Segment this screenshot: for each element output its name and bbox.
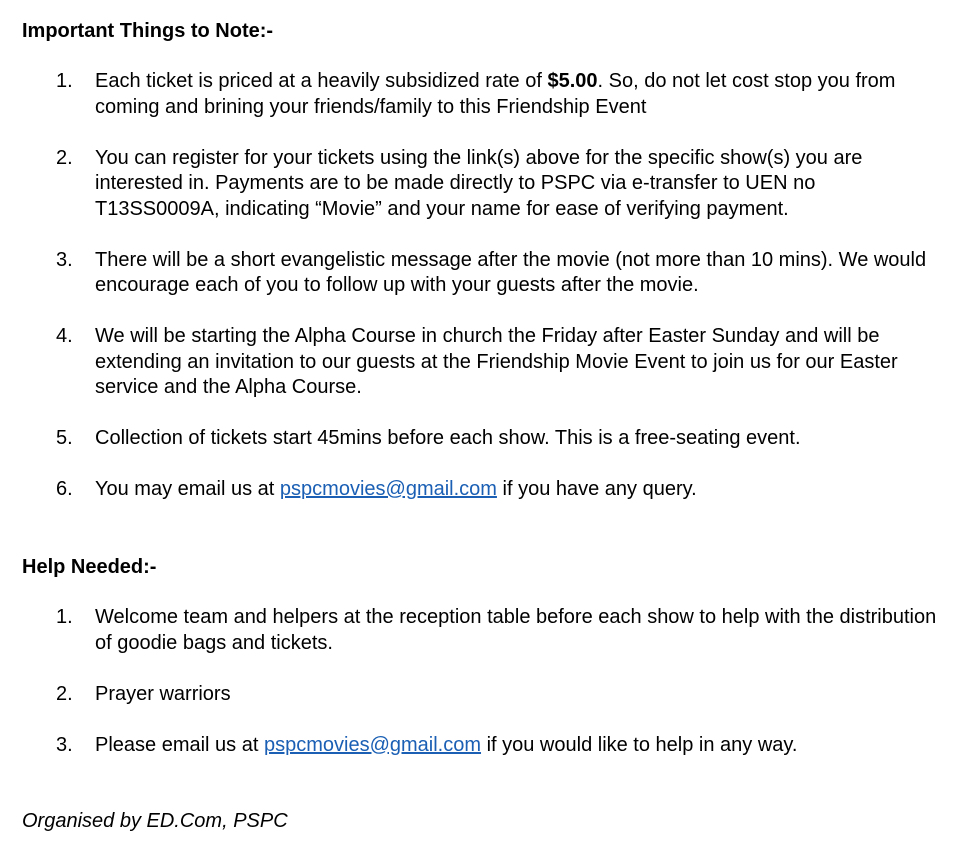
- list-item-text: There will be a short evangelistic message after the movie (not more than 10 mins). We would encourage each of you to follow up with your guests after the movie.: [95, 248, 927, 296]
- list-item-number: 3.: [56, 733, 73, 756]
- list-item-text: You can register for your tickets using the link(s) above for the specific show(s) you are interested in. Payments are to be made directly to PSPC via e-transfer to UEN no T13SS0009A, indicating “Movie” and your name for ease of verifying payment.: [95, 146, 863, 220]
- list-item: [0, 605, 957, 656]
- list-item: [0, 146, 957, 223]
- list-item-number: 2.: [56, 682, 73, 705]
- list-item-text: Welcome team and helpers at the reception table before each show to help with the distribution of goodie bags and tickets.: [95, 606, 937, 654]
- notes-heading: Important Things to Note:-: [22, 20, 274, 42]
- list-item: [0, 682, 957, 708]
- list-item: [0, 733, 957, 759]
- list-item: [0, 324, 957, 401]
- list-item-number: 3.: [56, 248, 73, 271]
- list-item: [0, 477, 957, 503]
- notes-list: [0, 69, 957, 503]
- organiser-footer: Organised by ED.Com, PSPC: [22, 810, 288, 832]
- list-item-number: 1.: [56, 606, 73, 628]
- list-item-text: You may email us at pspcmovies@gmail.com if you have any query.: [95, 478, 697, 500]
- list-item: [0, 69, 957, 120]
- list-item: [0, 426, 957, 452]
- list-item-number: 1.: [56, 70, 73, 92]
- list-item-number: 4.: [56, 325, 73, 347]
- list-item-text: Collection of tickets start 45mins before each show. This is a free-seating event.: [95, 427, 801, 449]
- list-item-number: 5.: [56, 427, 73, 449]
- ticket-price: $5.00: [547, 70, 598, 92]
- list-item-number: 6.: [56, 478, 73, 500]
- email-link[interactable]: pspcmovies@gmail.com: [263, 733, 482, 756]
- help-heading: Help Needed:-: [22, 556, 157, 578]
- help-list: [0, 605, 957, 758]
- list-item-text: Please email us at pspcmovies@gmail.com if you would like to help in any way.: [95, 733, 798, 756]
- list-item: [0, 248, 957, 299]
- list-item-text: Each ticket is priced at a heavily subsidized rate of $5.00. So, do not let cost stop you from coming and brining your friends/family to this Friendship Event: [95, 70, 896, 118]
- list-item-number: 2.: [56, 146, 73, 169]
- list-item-text: Prayer warriors: [95, 682, 231, 705]
- list-item-text: We will be starting the Alpha Course in church the Friday after Easter Sunday and will be extending an invitation to our guests at the Friendship Movie Event to join us for our Easter service and the Alpha Course.: [95, 325, 898, 398]
- email-link[interactable]: pspcmovies@gmail.com: [279, 478, 497, 500]
